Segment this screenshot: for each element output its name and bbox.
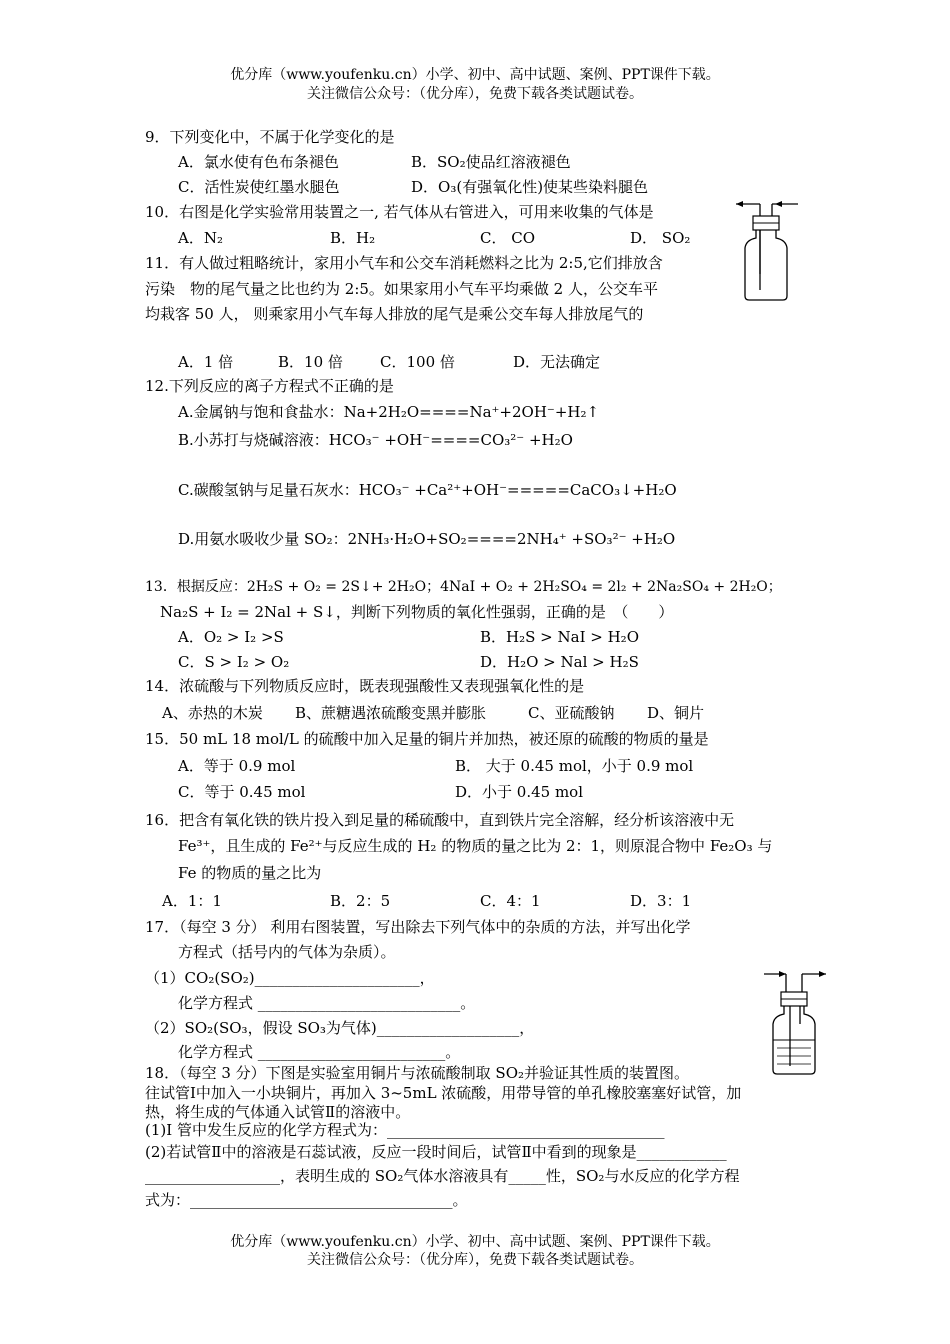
q11-option-c: C．100 倍 bbox=[380, 353, 455, 371]
q12-option-a: A.金属钠与饱和食盐水：Na+2H₂O====Na⁺+2OH⁻+H₂↑ bbox=[178, 403, 600, 421]
q17-part-2: （2）SO₂(SO₃，假设 SO₃为气体)___________________， bbox=[145, 1019, 535, 1037]
footer-line-1: 优分库（www.youfenku.cn）小学、初中、高中试题、案例、PPT课件下载。 bbox=[230, 1234, 720, 1250]
q16-option-d: D．3：1 bbox=[630, 892, 692, 910]
footer-line-2: 关注微信公众号：（优分库），免费下载各类试题试卷。 bbox=[307, 1252, 643, 1268]
q18-part-1: (1)Ⅰ 管中发生反应的化学方程式为：_____________________________________ bbox=[145, 1121, 665, 1139]
q9-option-d: D．O₃(有强氧化性)使某些染料腿色 bbox=[411, 178, 649, 196]
q15-option-d: D．小于 0.45 mol bbox=[455, 783, 584, 801]
q17-part-2-equation: 化学方程式 _________________________。 bbox=[178, 1043, 461, 1061]
q10-option-b: B．H₂ bbox=[330, 229, 376, 247]
q16-line-3: Fe 的物质的量之比为 bbox=[178, 864, 322, 882]
q12-option-b: B.小苏打与烧碱溶液：HCO₃⁻ +OH⁻====CO₃²⁻ +H₂O bbox=[178, 431, 573, 449]
q9-option-c: C．活性炭使红墨水腿色 bbox=[178, 178, 340, 196]
q10-option-c: C． CO bbox=[480, 229, 536, 247]
q17-line-2: 方程式（括号内的气体为杂质）。 bbox=[178, 943, 396, 961]
q15-option-c: C．等于 0.45 mol bbox=[178, 783, 306, 801]
q13-option-d: D．H₂O > Nal > H₂S bbox=[480, 653, 639, 671]
q16-option-a: A．1：1 bbox=[162, 892, 222, 910]
q12-stem: 12.下列反应的离子方程式不正确的是 bbox=[145, 377, 394, 395]
q11-option-a: A．1 倍 bbox=[178, 353, 234, 371]
q11-line-3: 均栽客 50 人， 则乘家用小气车每人排放的尾气是乘公交车每人排放尾气的 bbox=[145, 305, 644, 323]
q9-stem: 9．下列变化中，不属于化学变化的是 bbox=[145, 128, 395, 146]
q12-option-d: D.用氨水吸收少量 SO₂：2NH₃·H₂O+SO₂====2NH₄⁺ +SO₃²⁻ +H₂O bbox=[178, 530, 676, 548]
q14-stem: 14．浓硫酸与下列物质反应时，既表现强酸性又表现强氧化性的是 bbox=[145, 677, 585, 695]
q9-option-b: B．SO₂使品红溶液褪色 bbox=[411, 153, 571, 171]
q9-option-a: A．氯水使有色布条褪色 bbox=[178, 153, 339, 171]
q18-part-2-line-2: __________________，表明生成的 SO₂气体水溶液具有_____性，SO₂与水反应的化学方程 bbox=[145, 1167, 740, 1185]
q10-option-d: D． SO₂ bbox=[630, 229, 691, 247]
gas-collection-bottle-figure bbox=[732, 194, 802, 302]
q13-line-2: Na₂S + I₂ = 2Nal + S↓，判断下列物质的氧化性强弱，正确的是 （ ） bbox=[160, 603, 674, 621]
q16-line-1: 16．把含有氧化铁的铁片投入到足量的稀硫酸中，直到铁片完全溶解，经分析该溶液中无 bbox=[145, 811, 735, 829]
q17-part-1-equation: 化学方程式 ___________________________。 bbox=[178, 994, 476, 1012]
q15-option-a: A．等于 0.9 mol bbox=[178, 757, 296, 775]
q12-option-c: C.碳酸氢钠与足量石灰水：HCO₃⁻ +Ca²⁺+OH⁻=====CaCO₃↓+H₂O bbox=[178, 481, 677, 499]
q18-part-2-line-3: 式为：___________________________________。 bbox=[145, 1191, 468, 1209]
q14-option-c: C、亚硫酸钠 bbox=[528, 704, 615, 722]
header-line-2: 关注微信公众号：（优分库），免费下载各类试题试卷。 bbox=[307, 86, 643, 102]
q18-line-3: 热，将生成的气体通入试管Ⅱ的溶液中。 bbox=[145, 1103, 411, 1121]
q10-stem: 10．右图是化学实验常用装置之一, 若气体从右管进入，可用来收集的气体是 bbox=[145, 203, 654, 221]
gas-washing-bottle-figure bbox=[760, 966, 830, 1078]
q11-line-1: 11．有人做过粗略统计，家用小气车和公交车消耗燃料之比为 2:5,它们排放含 bbox=[145, 254, 663, 272]
q16-line-2: Fe³⁺，且生成的 Fe²⁺与反应生成的 H₂ 的物质的量之比为 2：1，则原混合物中 Fe₂O₃ 与 bbox=[178, 837, 773, 855]
q13-line-1: 13．根据反应：2H₂S + O₂ = 2S↓+ 2H₂O；4NaI + O₂ + 2H₂SO₄ = 2l₂ + 2Na₂SO₄ + 2H₂O； bbox=[145, 579, 782, 595]
q16-option-b: B．2：5 bbox=[330, 892, 391, 910]
q11-option-d: D．无法确定 bbox=[513, 353, 601, 371]
q17-part-1: （1）CO₂(SO₂)______________________， bbox=[145, 969, 435, 987]
q15-option-b: B． 大于 0.45 mol，小于 0.9 mol bbox=[455, 757, 694, 775]
q14-option-b: B、蔗糖遇浓硫酸变黑并膨胀 bbox=[295, 704, 487, 722]
q18-line-1: 18．（每空 3 分）下图是实验室用铜片与浓硫酸制取 SO₂并验证其性质的装置图。 bbox=[145, 1064, 690, 1082]
q11-option-b: B．10 倍 bbox=[278, 353, 343, 371]
q14-option-d: D、铜片 bbox=[647, 704, 705, 722]
header-line-1: 优分库（www.youfenku.cn）小学、初中、高中试题、案例、PPT课件下载。 bbox=[230, 67, 720, 83]
q18-part-2-line-1: (2)若试管Ⅱ中的溶液是石蕊试液，反应一段时间后，试管Ⅱ中看到的现象是____________ bbox=[145, 1143, 727, 1161]
q13-option-b: B．H₂S > NaI > H₂O bbox=[480, 628, 639, 646]
q13-option-c: C．S > I₂ > O₂ bbox=[178, 653, 290, 671]
q11-line-2: 污染 物的尾气量之比也约为 2:5。如果家用小气车平均乘做 2 人，公交车平 bbox=[145, 280, 658, 298]
q18-line-2: 往试管Ⅰ中加入一小块铜片，再加入 3~5mL 浓硫酸，用带导管的单孔橡胶塞塞好试管，加 bbox=[145, 1084, 742, 1102]
q13-option-a: A．O₂ > I₂ >S bbox=[178, 628, 284, 646]
q17-line-1: 17．（每空 3 分） 利用右图装置，写出除去下列气体中的杂质的方法，并写出化学 bbox=[145, 918, 691, 936]
q16-option-c: C．4：1 bbox=[480, 892, 541, 910]
q10-option-a: A．N₂ bbox=[178, 229, 223, 247]
q15-stem: 15．50 mL 18 mol/L 的硫酸中加入足量的铜片并加热，被还原的硫酸的物质的量是 bbox=[145, 730, 709, 748]
q14-option-a: A、赤热的木炭 bbox=[162, 704, 263, 722]
